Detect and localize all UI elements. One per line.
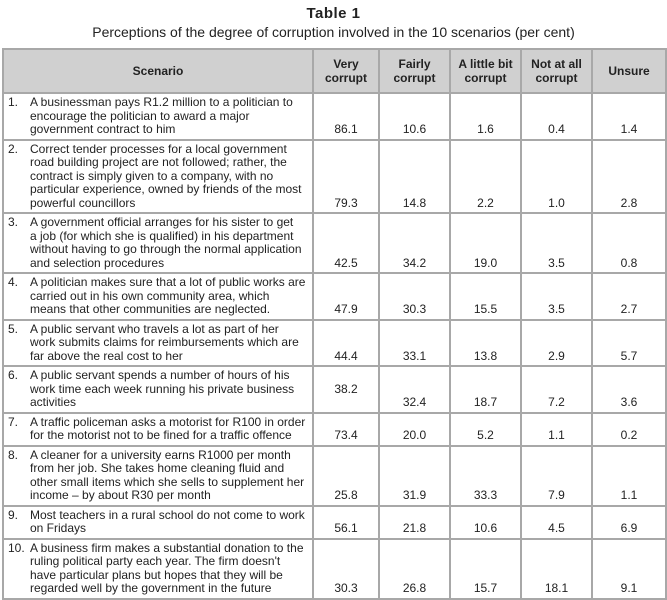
header-scenario: Scenario: [3, 49, 313, 93]
fairly-corrupt-value: 26.8: [379, 539, 450, 599]
fairly-corrupt-value: 20.0: [379, 413, 450, 446]
scenario-line: far above the real cost to her: [30, 348, 183, 363]
scenario-line: road building project are not followed; rather, the: [30, 155, 287, 169]
fairly-corrupt-value: 33.1: [379, 320, 450, 367]
scenario-text: [30, 143, 301, 211]
scenario-number: 8.: [8, 447, 19, 462]
scenario-line: A business firm makes a substantial donation to the: [30, 540, 304, 555]
scenario-cell: [3, 273, 313, 320]
unsure-value: 5.7: [592, 320, 666, 367]
scenario-line: work time each week running his private business: [30, 381, 295, 396]
header-very-corrupt: [313, 49, 379, 93]
scenario-line: A cleaner for a university earns R1000 per month: [30, 447, 291, 462]
scenario: [8, 216, 308, 270]
header-little-corrupt: [450, 49, 521, 93]
scenario-number: 10.: [8, 540, 25, 555]
scenario-cell: [3, 446, 313, 506]
scenario-text: [30, 323, 299, 364]
very-corrupt-value: 25.8: [313, 446, 379, 506]
scenario-text: [30, 369, 294, 410]
scenario-number: 6.: [8, 368, 19, 382]
very-corrupt-value: 42.5: [313, 213, 379, 273]
scenario-cell: [3, 140, 313, 214]
scenario-number: 3.: [8, 215, 19, 229]
unsure-value: 1.4: [592, 93, 666, 140]
fairly-corrupt-value: 30.3: [379, 273, 450, 320]
scenario-cell: [3, 213, 313, 273]
little-corrupt-value: 33.3: [450, 446, 521, 506]
header-not-corrupt: [521, 49, 592, 93]
unsure-value: 0.8: [592, 213, 666, 273]
fairly-corrupt-value: 14.8: [379, 140, 450, 214]
little-corrupt-value: 19.0: [450, 213, 521, 273]
table-row: [3, 413, 666, 446]
very-corrupt-value: 73.4: [313, 413, 379, 446]
very-corrupt-value: 79.3: [313, 140, 379, 214]
not-corrupt-value: 7.9: [521, 446, 592, 506]
header-line: corrupt: [325, 71, 367, 85]
scenario-line: contract is simply given to a company, with no: [30, 168, 274, 183]
scenario-number: 9.: [8, 507, 19, 522]
header-line: A little bit: [458, 57, 513, 71]
scenario-line: without having to go through the normal application: [30, 242, 302, 256]
scenario-line: regarded well by the government in the future: [30, 581, 272, 595]
scenario-number: 2.: [8, 141, 19, 156]
fairly-corrupt-value: 10.6: [379, 93, 450, 140]
scenario-cell: [3, 93, 313, 140]
scenario-cell: [3, 366, 313, 413]
not-corrupt-value: 18.1: [521, 539, 592, 599]
scenario-text: [30, 96, 293, 137]
very-corrupt-value: 86.1: [313, 93, 379, 140]
header-line: Not at all: [531, 57, 582, 71]
scenario: [8, 369, 308, 410]
header-unsure: Unsure: [592, 49, 666, 93]
scenario-line: A politician makes sure that a lot of public works are: [30, 275, 306, 289]
very-corrupt-value: 44.4: [313, 320, 379, 367]
table-row: [3, 506, 666, 539]
scenario-text: [30, 449, 304, 503]
scenario-line: A traffic policeman asks a motorist for R100 in order: [30, 414, 306, 429]
not-corrupt-value: 1.0: [521, 140, 592, 214]
unsure-value: 3.6: [592, 366, 666, 413]
scenario-cell: [3, 320, 313, 367]
scenario-cell: [3, 506, 313, 539]
little-corrupt-value: 1.6: [450, 93, 521, 140]
scenario-line: and selection procedures: [30, 255, 165, 270]
header-line: Fairly: [398, 57, 431, 71]
unsure-value: 2.8: [592, 140, 666, 214]
table-row: [3, 273, 666, 320]
header-row: [3, 49, 666, 93]
scenario-text: [30, 416, 305, 443]
scenario-line: activities: [30, 395, 77, 409]
table-row: [3, 539, 666, 599]
very-corrupt-value: 38.2: [313, 366, 379, 413]
scenario-text: [30, 542, 304, 596]
fairly-corrupt-value: 31.9: [379, 446, 450, 506]
scenario-line: A public servant spends a number of hours of his: [30, 368, 290, 382]
scenario-line: Most teachers in a rural school do not come to work: [30, 507, 305, 522]
very-corrupt-value: 56.1: [313, 506, 379, 539]
scenario-line: on Fridays: [30, 521, 87, 535]
fairly-corrupt-value: 21.8: [379, 506, 450, 539]
header-line: corrupt: [535, 71, 578, 85]
table-row: [3, 213, 666, 273]
scenario-cell: [3, 413, 313, 446]
little-corrupt-value: 2.2: [450, 140, 521, 214]
header-fairly-corrupt: [379, 49, 450, 93]
table-row: [3, 93, 666, 140]
scenario-text: [30, 509, 305, 536]
little-corrupt-value: 10.6: [450, 506, 521, 539]
not-corrupt-value: 1.1: [521, 413, 592, 446]
scenario-line: other small items which she sells to supplement her: [30, 474, 305, 489]
scenario-line: particular experience, owned by friends of the most: [30, 182, 302, 196]
scenario: [8, 416, 308, 443]
very-corrupt-value: 30.3: [313, 539, 379, 599]
little-corrupt-value: 15.5: [450, 273, 521, 320]
scenario: [8, 542, 308, 596]
unsure-value: 1.1: [592, 446, 666, 506]
table-row: [3, 446, 666, 506]
header-line: corrupt: [393, 71, 436, 85]
not-corrupt-value: 0.4: [521, 93, 592, 140]
scenario-line: ruling political party each year. The firm doesn't: [30, 554, 281, 568]
scenario-line: encourage the politician to award a major: [30, 108, 250, 123]
scenario-line: a job (for which she is qualified) in his department: [30, 228, 294, 243]
scenario-line: A public servant who travels a lot as part of her: [30, 321, 279, 336]
scenario-text: [30, 216, 302, 270]
scenario: [8, 143, 308, 211]
unsure-value: 9.1: [592, 539, 666, 599]
not-corrupt-value: 7.2: [521, 366, 592, 413]
scenario: [8, 276, 308, 317]
table-row: [3, 140, 666, 214]
table-row: [3, 366, 666, 413]
scenario-number: 7.: [8, 414, 19, 429]
little-corrupt-value: 18.7: [450, 366, 521, 413]
scenario-line: A businessman pays R1.2 million to a politician to: [30, 95, 293, 109]
unsure-value: 2.7: [592, 273, 666, 320]
little-corrupt-value: 5.2: [450, 413, 521, 446]
corruption-perceptions-table: [2, 48, 667, 600]
scenario: [8, 509, 308, 536]
not-corrupt-value: 3.5: [521, 273, 592, 320]
scenario-line: have particular plans but hopes that they will be: [30, 567, 283, 582]
scenario-line: from her job. She takes home cleaning fluid and: [30, 461, 285, 475]
scenario-line: government contract to him: [30, 122, 176, 136]
scenario-text: [30, 276, 305, 317]
very-corrupt-value: 47.9: [313, 273, 379, 320]
scenario-number: 4.: [8, 275, 19, 289]
little-corrupt-value: 13.8: [450, 320, 521, 367]
scenario-line: powerful councillors: [30, 195, 136, 210]
scenario-line: A government official arranges for his sister to get: [30, 215, 294, 229]
not-corrupt-value: 4.5: [521, 506, 592, 539]
unsure-value: 0.2: [592, 413, 666, 446]
scenario-line: work submits claims for reimbursements which are: [30, 335, 299, 349]
table-row: [3, 320, 666, 367]
scenario-number: 1.: [8, 95, 19, 109]
header-line: Very: [333, 57, 359, 71]
scenario-line: income – by about R30 per month: [30, 488, 211, 502]
little-corrupt-value: 15.7: [450, 539, 521, 599]
scenario-line: means that other communities are neglected.: [30, 302, 271, 316]
fairly-corrupt-value: 34.2: [379, 213, 450, 273]
scenario: [8, 96, 308, 137]
unsure-value: 6.9: [592, 506, 666, 539]
scenario-cell: [3, 539, 313, 599]
not-corrupt-value: 2.9: [521, 320, 592, 367]
scenario: [8, 323, 308, 364]
header-line: corrupt: [464, 71, 507, 85]
fairly-corrupt-value: 32.4: [379, 366, 450, 413]
scenario-number: 5.: [8, 321, 19, 336]
scenario: [8, 449, 308, 503]
table-subtitle: Perceptions of the degree of corruption involved in the 10 scenarios (per cent): [92, 24, 575, 40]
scenario-line: carried out in his own community area, which: [30, 288, 270, 303]
not-corrupt-value: 3.5: [521, 213, 592, 273]
table-title: Table 1: [306, 5, 361, 22]
scenario-line: for the motorist not to be fined for a traffic offence: [30, 428, 292, 442]
scenario-line: Correct tender processes for a local government: [30, 141, 287, 156]
